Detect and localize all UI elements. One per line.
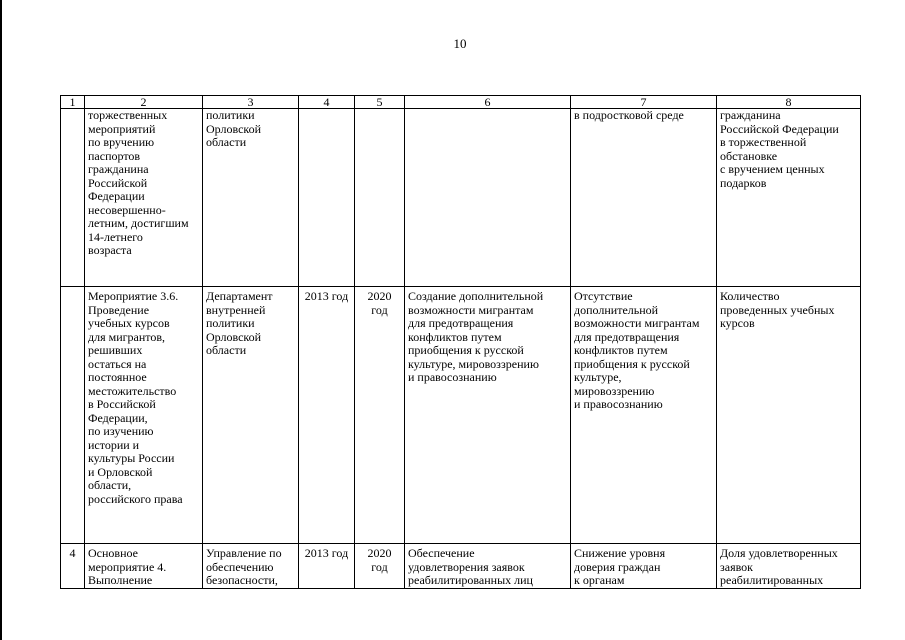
page-number: 10	[453, 36, 467, 51]
indicator-cell: Доля удовлетворенных заявок реабилитированных	[717, 544, 861, 589]
expected-result-cell: Обеспечение удовлетворения заявок реабилитированных лиц	[405, 544, 571, 589]
measures-table	[60, 95, 861, 589]
expected-result-cell	[405, 109, 571, 287]
header-cell: 4	[299, 96, 355, 109]
table-row	[61, 544, 861, 589]
row-number-cell	[61, 109, 85, 287]
start-year-cell: 2013 год	[299, 287, 355, 544]
measure-name-cell: торжественных мероприятий по вручению паспортов гражданина Российской Федерации несовершенно- летним, достигшим 14-летнего возраста	[85, 109, 203, 287]
executor-cell: Департамент внутренней политики Орловской области	[203, 287, 299, 544]
row-number-cell	[61, 287, 85, 544]
indicator-cell: гражданина Российской Федерации в торжественной обстановке с вручением ценных подарков	[717, 109, 861, 287]
indicator-cell: Количество проведенных учебных курсов	[717, 287, 861, 544]
header-cell: 5	[355, 96, 405, 109]
end-year-cell: 2020 год	[355, 287, 405, 544]
executor-cell: политики Орловской области	[203, 109, 299, 287]
header-cell: 3	[203, 96, 299, 109]
table-row	[61, 287, 861, 544]
table-row	[61, 109, 861, 287]
start-year-cell	[299, 109, 355, 287]
executor-cell: Управление по обеспечению безопасности,	[203, 544, 299, 589]
start-year-cell: 2013 год	[299, 544, 355, 589]
consequences-cell: Снижение уровня доверия граждан к органам	[571, 544, 717, 589]
end-year-cell: 2020 год	[355, 544, 405, 589]
page-left-edge	[0, 0, 2, 640]
table-header-row	[61, 96, 861, 109]
consequences-cell: Отсутствие дополнительной возможности мигрантам для предотвращения конфликтов путем приобщения к русской культуре, мировоззрению и правосознанию	[571, 287, 717, 544]
header-cell: 8	[717, 96, 861, 109]
measure-name-cell: Основное мероприятие 4. Выполнение	[85, 544, 203, 589]
row-number-cell: 4	[61, 544, 85, 589]
header-cell: 7	[571, 96, 717, 109]
header-cell: 2	[85, 96, 203, 109]
expected-result-cell: Создание дополнительной возможности мигрантам для предотвращения конфликтов путем приобщения к русской культуре, мировоззрению и правосознанию	[405, 287, 571, 544]
header-cell: 1	[61, 96, 85, 109]
measure-name-cell: Мероприятие 3.6. Проведение учебных курсов для мигрантов, решивших остаться на постоянное местожительство в Российской Федерации, по изучению истории и культуры России и Орловской области, российского права	[85, 287, 203, 544]
consequences-cell: в подростковой среде	[571, 109, 717, 287]
end-year-cell	[355, 109, 405, 287]
header-cell: 6	[405, 96, 571, 109]
